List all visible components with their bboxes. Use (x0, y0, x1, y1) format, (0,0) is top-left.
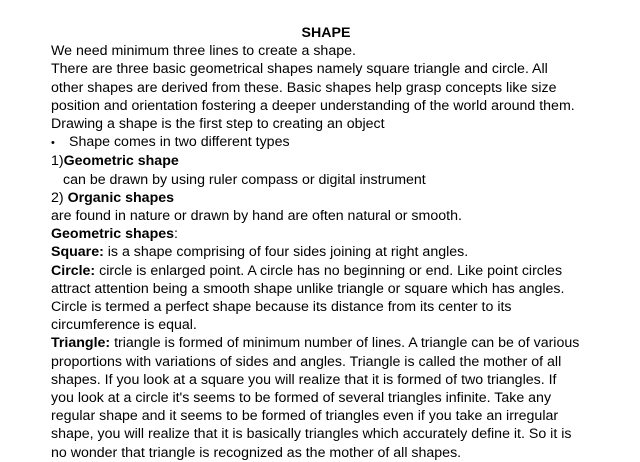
heading-text: Geometric shapes (51, 226, 175, 243)
term-label: Circle: (51, 262, 96, 279)
item-title: Geometric shape (63, 153, 179, 170)
slide-title: SHAPE (301, 25, 351, 41)
item-organic-shapes (51, 189, 581, 207)
triangle-definition (51, 334, 581, 461)
paragraph-basic-shapes: There are three basic geometrical shapes namely square triangle and circle. All other shapes are derived from these. Basic shapes help grasp concepts like size position and orientation fostering a deeper understanding of the world around them. (51, 61, 575, 114)
item-number: 2) (51, 189, 68, 206)
line-drawing-first-step: Drawing a shape is the first step to creating an object (51, 116, 385, 133)
item-organic-desc: are found in nature or drawn by hand are often natural or smooth. (51, 208, 462, 225)
item-geometric-desc: can be drawn by using ruler compass or digital instrument (63, 171, 426, 188)
bullet-icon: • (51, 137, 55, 150)
term-text: is a shape comprising of four sides joining at right angles. (103, 244, 469, 261)
bullet-item (51, 133, 581, 152)
item-number: 1) (51, 153, 64, 170)
item-geometric-shape (51, 152, 581, 170)
term-label: Square: (51, 244, 104, 261)
geometric-shapes-heading (51, 225, 581, 243)
term-text: circle is enlarged point. A circle has no beginning or end. Like point circles attract attention being a smooth shape unlike triangle or square which has angles. Circle is termed a perfect shape because its distance from its center to its circumference is equal. (51, 262, 565, 334)
line-minimum-lines: We need minimum three lines to create a shape. (51, 43, 356, 60)
term-label: Triangle: (51, 335, 111, 352)
circle-definition (51, 262, 581, 335)
slide-body (51, 24, 581, 462)
term-text: triangle is formed of minimum number of lines. A triangle can be of various proportions with variations of sides and angles. Triangle is called the mother of all shapes. If you look at a square you will realize that it is formed of two triangles. If you look at a circle it's seems to be formed of several triangles infinite. Take any regular shape and it seems to be formed of triangles even if you take an irregular shape, you will realize that it is basically triangles which accurately define it. So it is no wonder that triangle is recognized as the mother of all shapes. (51, 335, 580, 461)
heading-colon: : (174, 226, 178, 243)
item-title: Organic shapes (67, 189, 175, 206)
bullet-text: Shape comes in two different types (69, 134, 290, 151)
square-definition (51, 243, 581, 261)
